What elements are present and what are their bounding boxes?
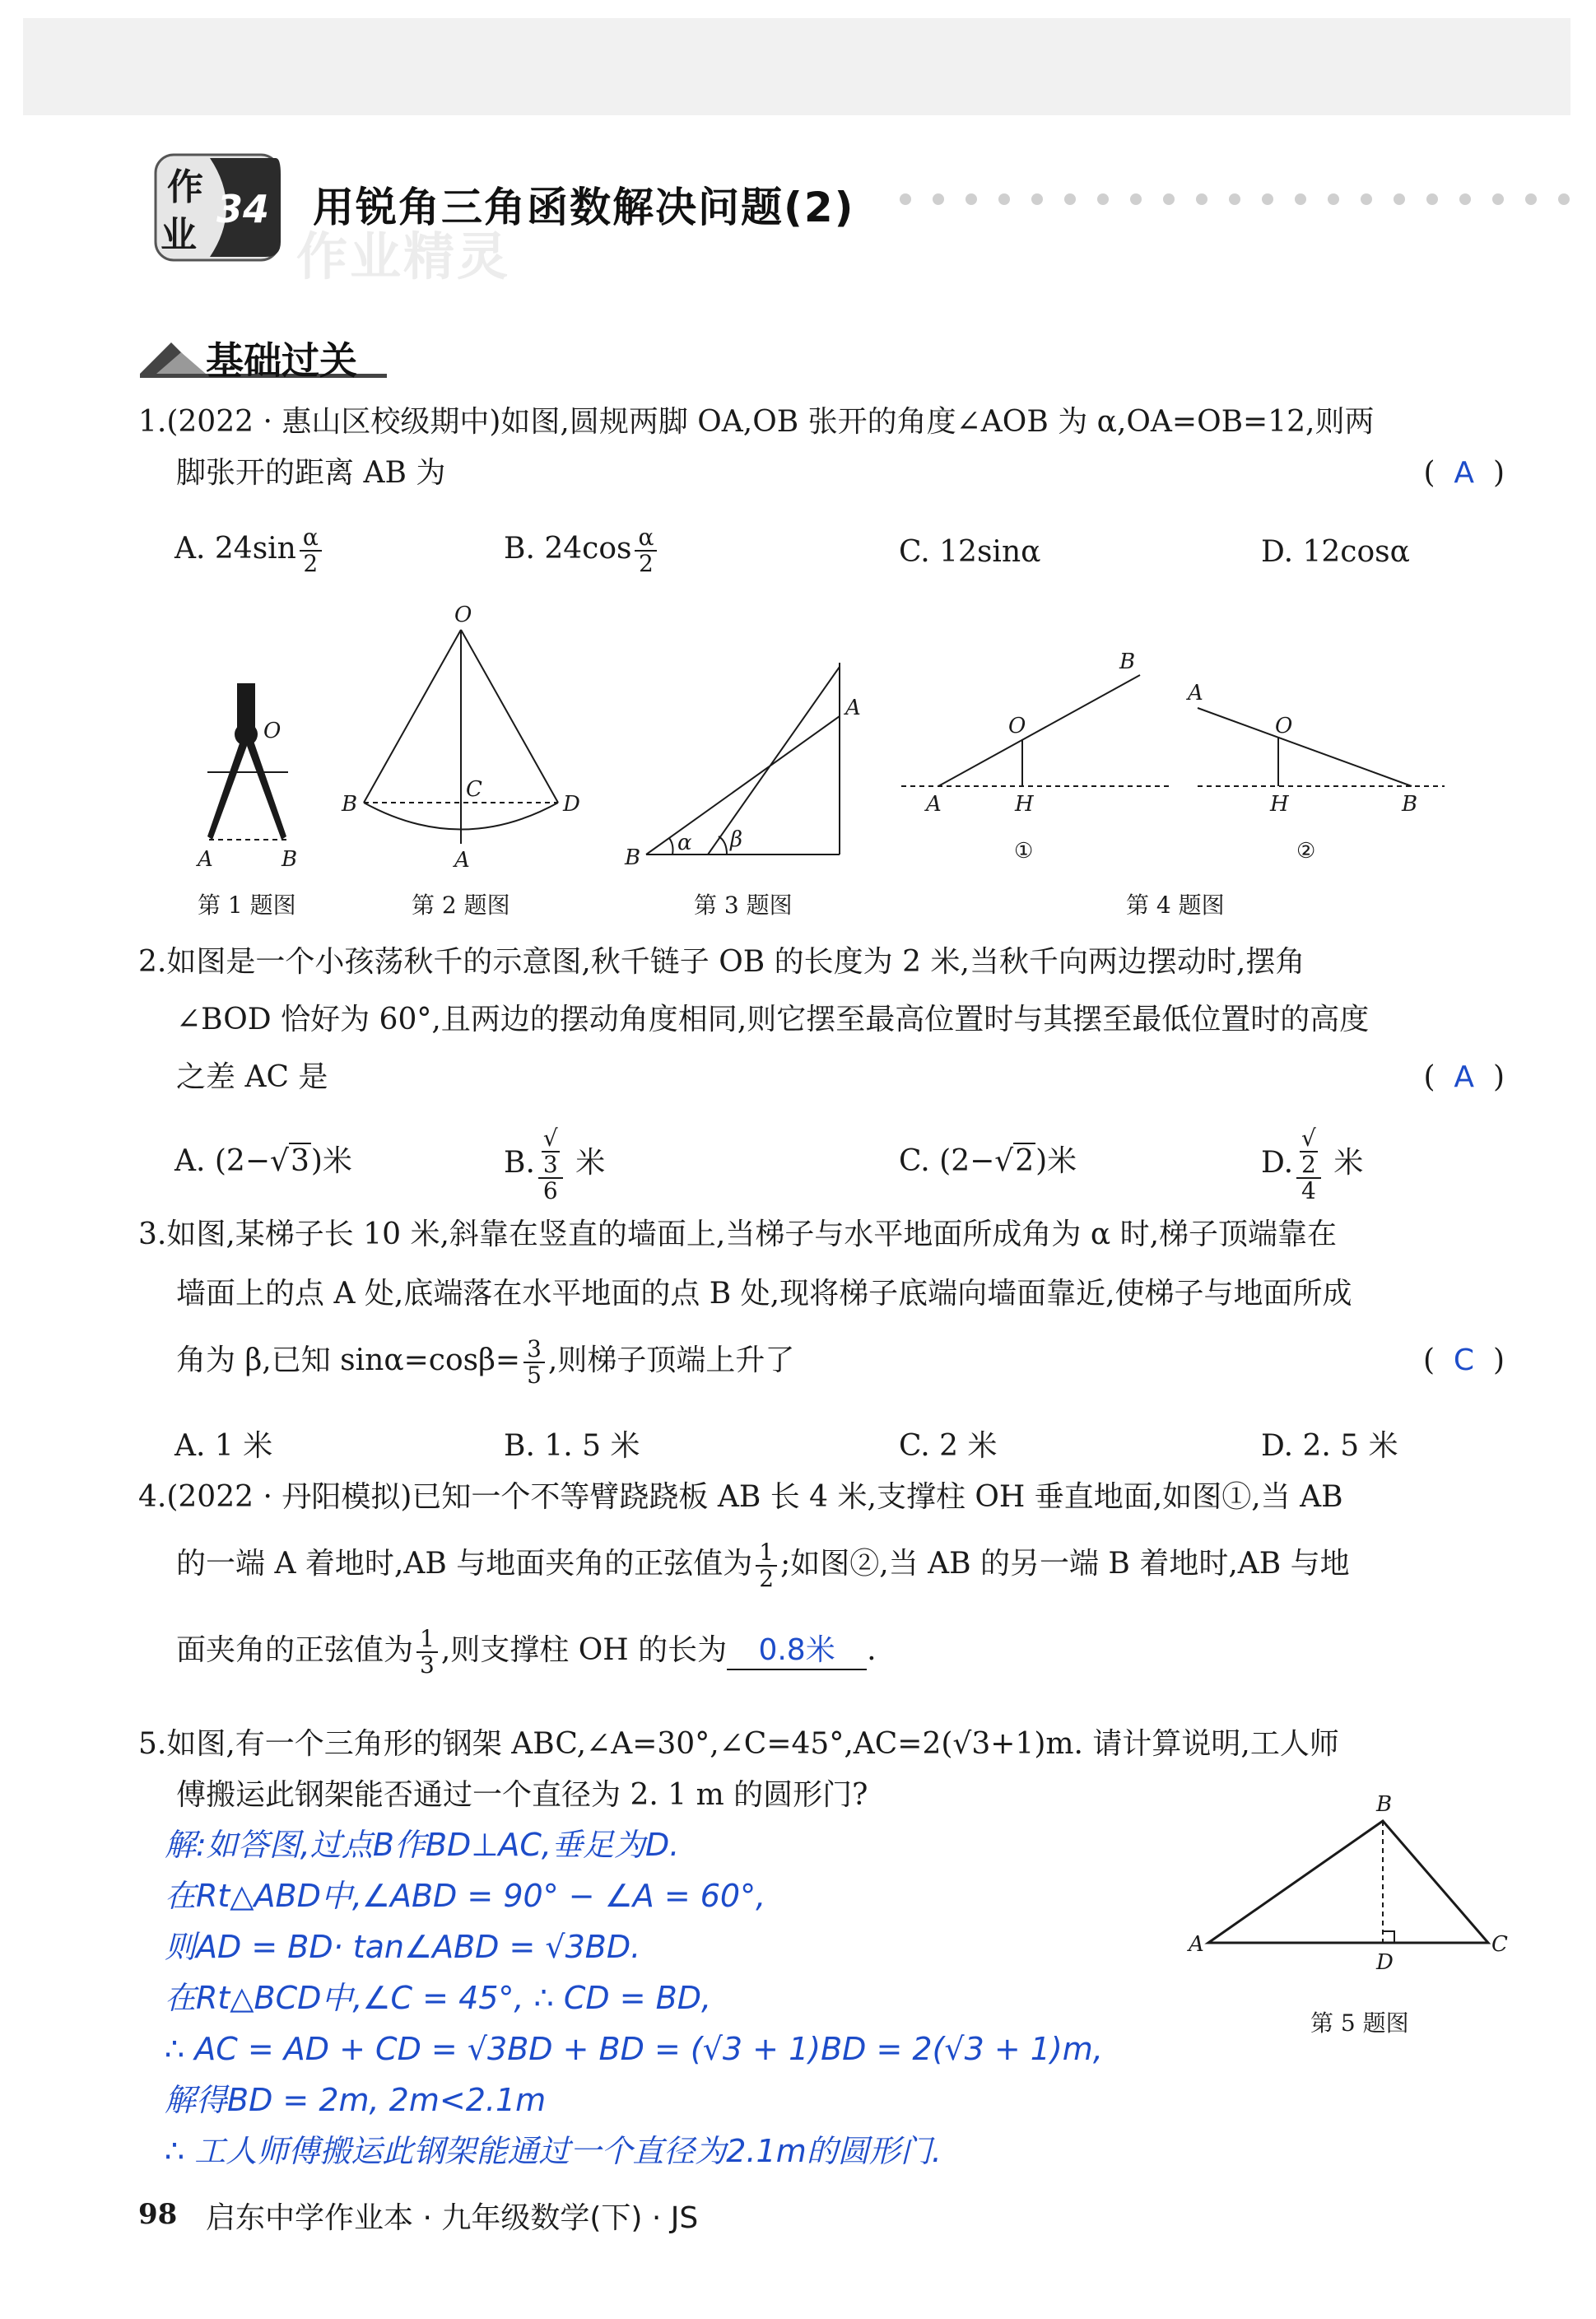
- q2-option-b: [504, 1126, 605, 1204]
- q2-opt-c-rad: 2: [1015, 1144, 1035, 1178]
- page-title: 用锐角三角函数解决问题(2): [313, 184, 855, 231]
- f4b-label-b: B: [1402, 792, 1418, 817]
- solution-line-7: ∴ 工人师傅搬运此钢架能通过一个直径为2.1m的圆形门.: [165, 2133, 942, 2169]
- q2-opt-c-post: )米: [1035, 1144, 1077, 1178]
- f4b-number: ②: [1296, 839, 1316, 864]
- q1-line2-row: [138, 448, 1505, 499]
- top-scan-band: [23, 18, 1570, 115]
- question-4: [138, 1472, 1505, 1696]
- q2-opt-d-den: 4: [1301, 1177, 1316, 1204]
- q2-answer: A: [1454, 1060, 1475, 1094]
- q4-frac1-num: 1: [756, 1540, 777, 1567]
- f4a-number: ①: [1014, 839, 1034, 864]
- q3-answer-paren: ( C ): [1422, 1343, 1505, 1377]
- f3-label-alpha: α: [677, 831, 692, 855]
- q3-option-c: C. 2 米: [899, 1429, 998, 1463]
- q3-line1: 3.如图,某梯子长 10 米,斜靠在竖直的墙面上,当梯子与水平地面所成角为 α 时,梯子顶端靠在: [138, 1218, 1338, 1251]
- f5-label-b: B: [1376, 1792, 1393, 1817]
- q4-line1: 4.(2022 · 丹阳模拟)已知一个不等臂跷跷板 AB 长 4 米,支撑柱 OH 垂直地面,如图①,当 AB: [138, 1480, 1343, 1514]
- q1-line2: 脚张开的距离 AB 为: [176, 456, 446, 490]
- q2-opt-d-num: 2: [1301, 1151, 1316, 1178]
- q2-opt-b-frac: [538, 1126, 563, 1204]
- q4-line3-end: .: [867, 1633, 877, 1667]
- q2-opt-b-num: 3: [542, 1151, 558, 1178]
- f3-label-b: B: [625, 845, 641, 870]
- q2-line3: 之差 AC 是: [176, 1060, 328, 1094]
- q4-line2-post: ;如图②,当 AB 的另一端 B 着地时,AB 与地: [780, 1547, 1350, 1581]
- q2-opt-d-num-row: √ 2: [1296, 1126, 1321, 1179]
- q2-opt-a-post: )米: [310, 1144, 352, 1178]
- q1-option-a: [174, 525, 325, 576]
- q3-option-b: B. 1. 5 米: [504, 1429, 640, 1463]
- footer-text: 启东中学作业本 · 九年级数学(下) · JS: [206, 2201, 699, 2235]
- q5-solution: [165, 1819, 1103, 2177]
- q2-line3-row: [138, 1049, 1505, 1106]
- q2-line2: ∠BOD 恰好为 60°,且两边的摆动角度相同,则它摆至最高位置时与其摆至最低位置时的高度: [176, 1003, 1370, 1036]
- q4-line2-pre: 的一端 A 着地时,AB 与地面夹角的正弦值为: [176, 1547, 753, 1581]
- q1-opt-a-den: 2: [303, 550, 319, 577]
- question-1: [138, 397, 1505, 499]
- q1-answer: A: [1454, 456, 1475, 490]
- question-3: [138, 1205, 1505, 1398]
- f1-label-o: O: [263, 719, 282, 743]
- q4-frac2: [416, 1627, 438, 1678]
- figure-4-seesaw-1: [901, 642, 1181, 873]
- figure-4-seesaw-2: [1181, 642, 1461, 873]
- q4-line3-pre: 面夹角的正弦值为: [176, 1633, 414, 1667]
- figure-3-ladder: [621, 659, 868, 873]
- q1-opt-b-den: 2: [639, 550, 654, 577]
- f5-label-d: D: [1376, 1950, 1394, 1975]
- caption-figure-2: 第 2 题图: [412, 892, 510, 919]
- solution-line-2: 在Rt△ABD中,∠ABD = 90° − ∠A = 60°,: [165, 1878, 766, 1914]
- badge-top-char: 作: [167, 166, 203, 208]
- caption-figure-3: 第 3 题图: [694, 892, 793, 919]
- section-label: 基础过关: [206, 338, 357, 383]
- q2-line1: 2.如图是一个小孩荡秋千的示意图,秋千链子 OB 的长度为 2 米,当秋千向两边摆动时,摆角: [138, 945, 1305, 979]
- f1-label-b: B: [282, 847, 298, 872]
- q1-answer-paren: ( A ): [1423, 456, 1505, 490]
- f4a-label-b: B: [1119, 650, 1136, 674]
- q2-opt-b-num-row: √ 3: [538, 1126, 563, 1179]
- q4-frac2-den: 3: [420, 1651, 435, 1679]
- caption-figure-1: 第 1 题图: [198, 892, 296, 919]
- f4b-label-o: O: [1275, 714, 1293, 738]
- badge-number: 34: [216, 187, 270, 231]
- q1-option-c: C. 12sinα: [899, 535, 1041, 569]
- q2-opt-a-pre: A. (2−: [174, 1144, 270, 1178]
- q3-line3-post: ,则梯子顶端上升了: [547, 1343, 795, 1377]
- f2-label-d: D: [563, 792, 580, 817]
- f4a-label-a: A: [926, 792, 942, 817]
- f5-label-c: C: [1491, 1932, 1508, 1957]
- q2-opt-b-pre: B.: [504, 1146, 535, 1180]
- q3-frac-den: 5: [527, 1362, 542, 1389]
- q4-line3-row: [138, 1605, 1505, 1696]
- caption-figure-5: 第 5 题图: [1310, 2009, 1409, 2037]
- solution-line-1: 解:如答图,过点B作BD⊥AC,垂足为D.: [165, 1827, 680, 1863]
- homework-badge: [152, 150, 288, 265]
- q1-option-d: D. 12cosα: [1261, 535, 1410, 569]
- q2-opt-d-pre: D.: [1261, 1146, 1294, 1180]
- q2-option-d: [1261, 1126, 1363, 1204]
- q1-opt-a-num: α: [300, 525, 322, 552]
- q1-opt-b-text: B. 24cos: [504, 532, 632, 566]
- figure-5-triangle: [1185, 1786, 1515, 1984]
- q4-line3-mid: ,则支撑柱 OH 的长为: [440, 1633, 728, 1667]
- f2-label-b: B: [342, 792, 358, 817]
- q4-frac1: [756, 1540, 777, 1591]
- f3-label-a: A: [845, 696, 861, 720]
- q3-option-a: A. 1 米: [174, 1429, 273, 1463]
- q2-opt-c-pre: C. (2−: [899, 1144, 995, 1178]
- watermark: 作业精灵: [296, 226, 511, 286]
- f1-label-a: A: [198, 847, 213, 872]
- q3-line3-pre: 角为 β,已知 sinα=cosβ=: [176, 1343, 521, 1377]
- q3-answer: C: [1453, 1343, 1475, 1377]
- q1-option-b: [504, 525, 660, 576]
- q2-option-a: A. (2−√3)米: [174, 1144, 352, 1178]
- f2-label-o: O: [454, 605, 472, 627]
- q3-frac-num: 3: [523, 1337, 545, 1363]
- f2-label-a: A: [454, 848, 470, 868]
- solution-line-5: ∴ AC = AD + CD = √3BD + BD = (√3 + 1)BD = 2(√3 + 1)m,: [165, 2031, 1103, 2067]
- question-2: [138, 934, 1505, 1106]
- f4b-label-h: H: [1270, 792, 1289, 817]
- q5-line2: 傅搬运此钢架能否通过一个直径为 2. 1 m 的圆形门?: [176, 1778, 868, 1812]
- q3-frac: [523, 1337, 545, 1388]
- q3-line3-row: [138, 1324, 1505, 1398]
- page-number: 98: [138, 2198, 178, 2231]
- q4-frac1-den: 2: [759, 1565, 775, 1592]
- f4a-label-h: H: [1015, 792, 1034, 817]
- q2-opt-b-post: 米: [575, 1146, 606, 1180]
- q1-opt-a-text: A. 24sin: [174, 532, 296, 566]
- q4-frac2-num: 1: [416, 1627, 438, 1653]
- badge-bottom-char: 业: [161, 214, 197, 256]
- q4-line2-row: [138, 1523, 1505, 1605]
- title-dot-leader: [897, 191, 1572, 207]
- q1-opt-a-frac: [300, 525, 322, 576]
- q2-option-c: C. (2−√2)米: [899, 1144, 1077, 1178]
- q2-opt-d-post: 米: [1333, 1146, 1364, 1180]
- solution-line-4: 在Rt△BCD中,∠C = 45°, ∴ CD = BD,: [165, 1980, 712, 2016]
- q4-answer: 0.8米: [758, 1633, 835, 1667]
- q1-opt-b-frac: [635, 525, 657, 576]
- q2-opt-a-rad: 3: [290, 1144, 309, 1178]
- q3-line2: 墙面上的点 A 处,底端落在水平地面的点 B 处,现将梯子底端向墙面靠近,使梯子与地面所成: [176, 1277, 1352, 1311]
- f4b-label-a: A: [1188, 681, 1203, 705]
- caption-figure-4: 第 4 题图: [1126, 892, 1225, 919]
- q1-opt-b-num: α: [635, 525, 657, 552]
- q4-answer-blank: [727, 1632, 867, 1670]
- q2-answer-paren: ( A ): [1423, 1060, 1505, 1094]
- f3-label-beta: β: [730, 827, 743, 852]
- q2-opt-d-frac: [1296, 1126, 1321, 1204]
- solution-line-3: 则AD = BD· tan∠ABD = √3BD.: [165, 1929, 641, 1965]
- q5-line1: 5.如图,有一个三角形的钢架 ABC,∠A=30°,∠C=45°,AC=2(√3+1)m. 请计算说明,工人师: [138, 1727, 1339, 1761]
- f5-label-a: A: [1189, 1932, 1204, 1957]
- f2-label-c: C: [466, 777, 482, 802]
- q2-opt-b-den: 6: [542, 1177, 558, 1204]
- solution-line-6: 解得BD = 2m, 2m<2.1m: [165, 2082, 547, 2118]
- q3-option-d: D. 2. 5 米: [1261, 1429, 1398, 1463]
- figure-1-compass: [189, 675, 313, 873]
- f4a-label-o: O: [1008, 714, 1026, 738]
- q1-line1: 1.(2022 · 惠山区校级期中)如图,圆规两脚 OA,OB 张开的角度∠AOB 为 α,OA=OB=12,则两: [138, 405, 1375, 439]
- figure-2-swing: [337, 605, 584, 868]
